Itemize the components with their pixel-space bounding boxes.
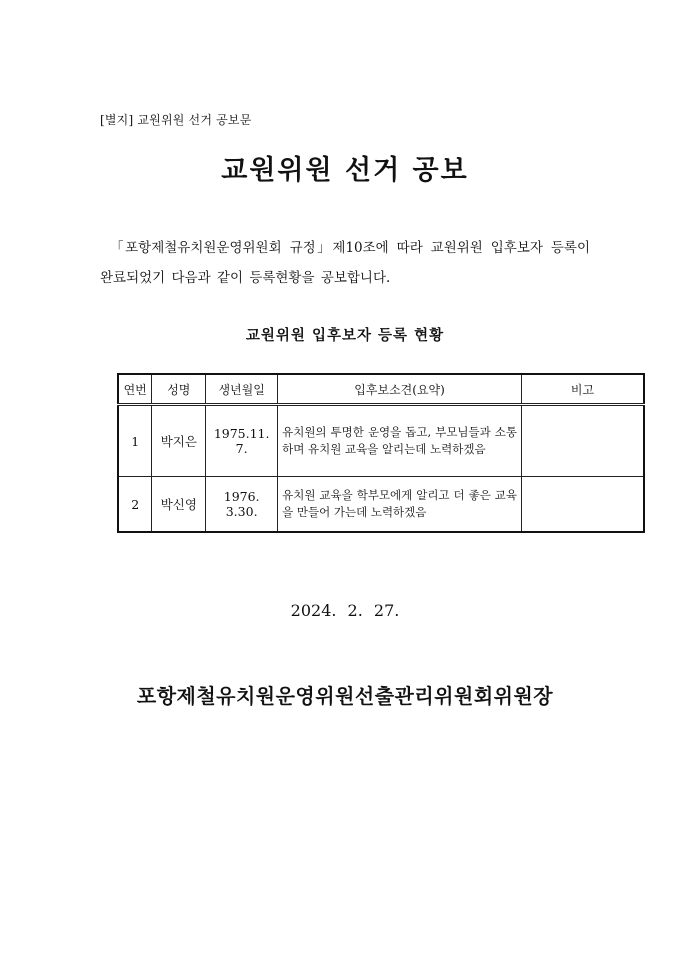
appendix-label: [별지] 교원위원 선거 공보문 [100,113,252,127]
table-header-row [118,374,644,405]
cell-no: 2 [118,477,152,533]
cell-statement: 유치원 교육을 학부모에게 알리고 더 좋은 교육을 만들어 가는데 노력하겠음 [278,477,522,533]
cell-no: 1 [118,405,152,477]
cell-note [522,405,644,477]
header-note: 비고 [522,374,644,405]
header-birth: 생년월일 [206,374,278,405]
announcement-date: 2024. 2. 27. [290,601,400,620]
cell-birth: 1975.11. 7. [206,405,278,477]
candidate-table [117,373,645,533]
cell-statement: 유치원의 투명한 운영을 돕고, 부모님들과 소통하며 유치원 교육을 알리는데 노력하겠음 [278,405,522,477]
header-name: 성명 [152,374,206,405]
document-title: 교원위원 선거 공보 [221,155,469,186]
signer-title: 포항제철유치원운영위원선출관리위원회위원장 [136,684,554,708]
announcement-body: 「포항제철유치원운영위원회 규정」제10조에 따라 교원위원 입후보자 등록이 완료되었기 다음과 같이 등록현황을 공보합니다. [100,240,590,286]
cell-birth: 1976. 3.30. [206,477,278,533]
table-title: 교원위원 입후보자 등록 현황 [245,328,445,344]
header-no: 연번 [118,374,152,405]
cell-name: 박지은 [152,405,206,477]
cell-note [522,477,644,533]
table-row [118,477,644,533]
header-statement: 입후보소견(요약) [278,374,522,405]
cell-name: 박신영 [152,477,206,533]
table-row [118,405,644,477]
